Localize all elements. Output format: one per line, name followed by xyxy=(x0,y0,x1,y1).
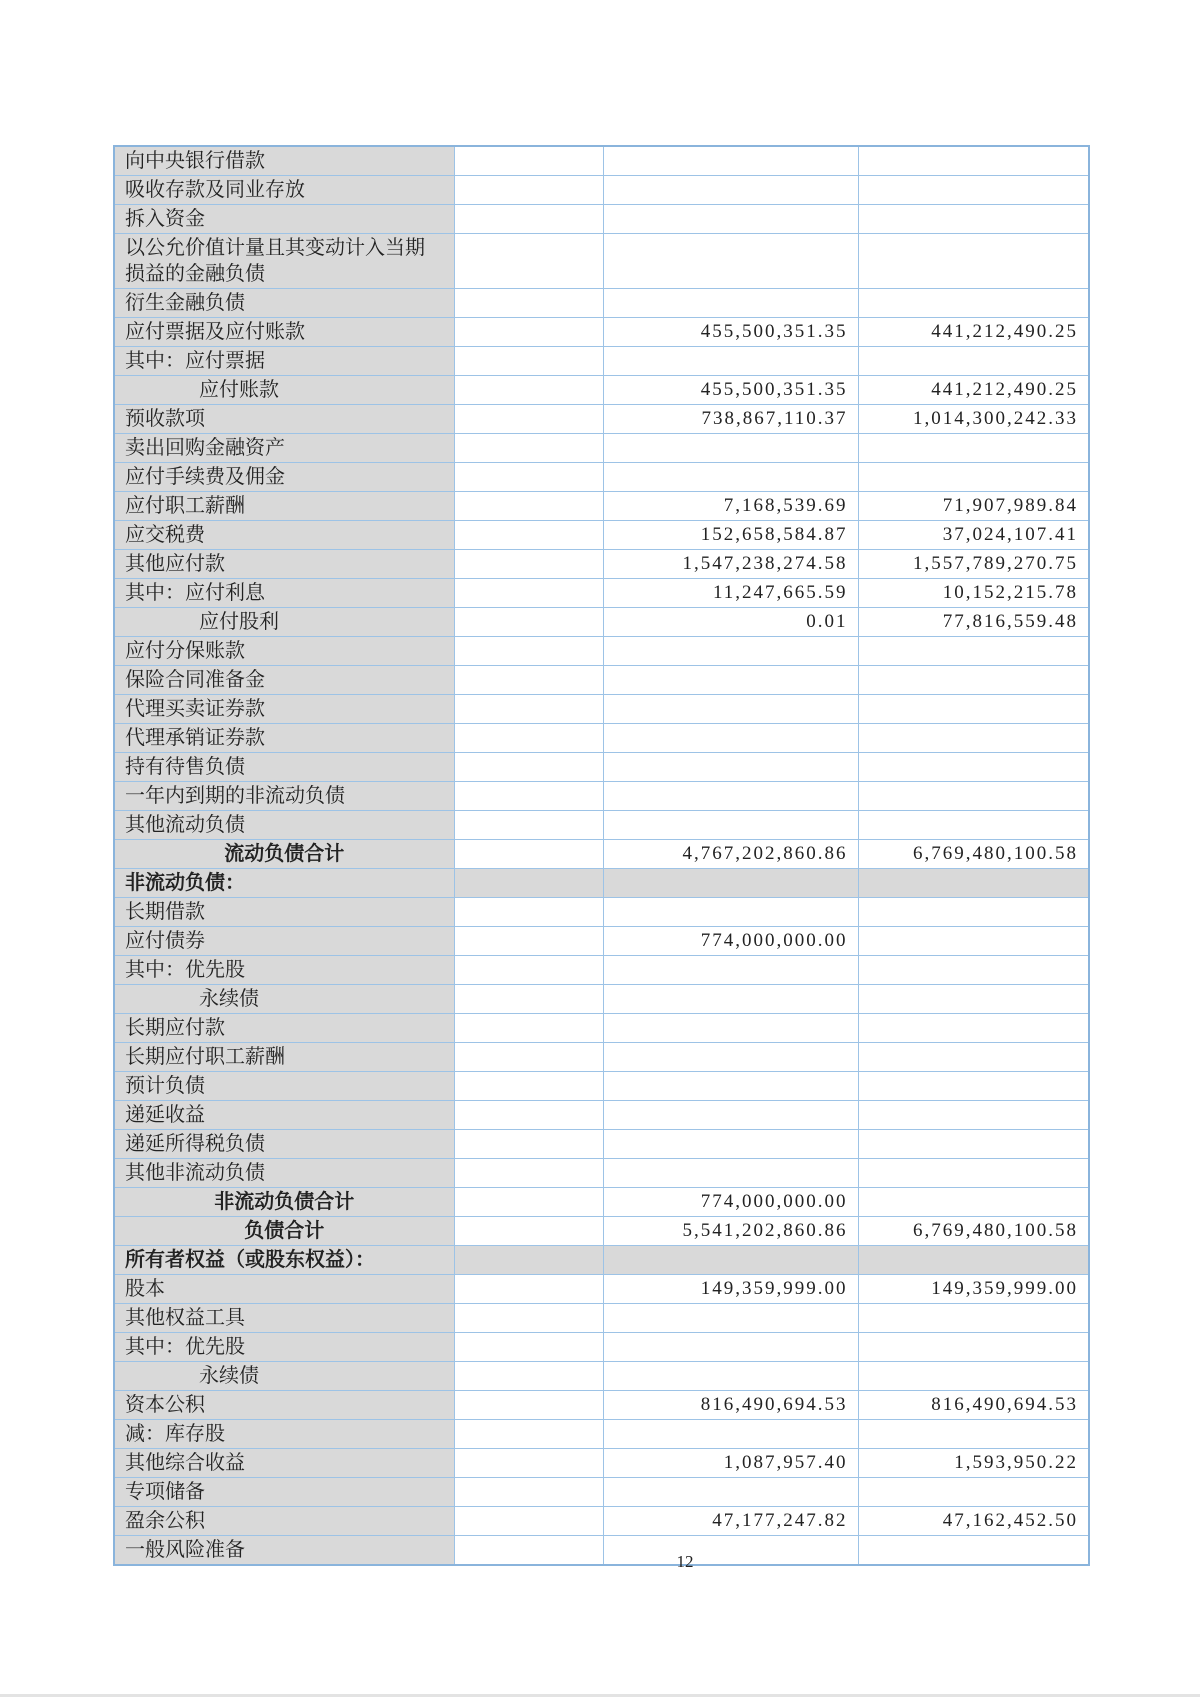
prior-value-cell: 1,014,300,242.33 xyxy=(858,405,1089,434)
table-row xyxy=(114,753,1089,782)
prior-value-cell xyxy=(858,1014,1089,1043)
row-label-cell: 长期借款 xyxy=(114,898,454,927)
note-cell xyxy=(454,1246,603,1275)
prior-value-cell xyxy=(858,176,1089,205)
table-row xyxy=(114,782,1089,811)
table-row xyxy=(114,1449,1089,1478)
prior-value-cell xyxy=(858,434,1089,463)
note-cell xyxy=(454,1536,603,1566)
current-value-cell xyxy=(603,1014,858,1043)
current-value-cell: 4,767,202,860.86 xyxy=(603,840,858,869)
current-value-cell: 47,177,247.82 xyxy=(603,1507,858,1536)
note-cell xyxy=(454,1362,603,1391)
prior-value-cell: 77,816,559.48 xyxy=(858,608,1089,637)
note-cell xyxy=(454,176,603,205)
table-row xyxy=(114,666,1089,695)
note-cell xyxy=(454,521,603,550)
prior-value-cell: 71,907,989.84 xyxy=(858,492,1089,521)
note-cell xyxy=(454,1159,603,1188)
row-label-cell: 卖出回购金融资产 xyxy=(114,434,454,463)
table-row xyxy=(114,550,1089,579)
row-label-cell: 其中：应付票据 xyxy=(114,347,454,376)
note-cell xyxy=(454,146,603,176)
current-value-cell xyxy=(603,1420,858,1449)
note-cell xyxy=(454,463,603,492)
prior-value-cell xyxy=(858,1043,1089,1072)
table-row xyxy=(114,927,1089,956)
note-cell xyxy=(454,1014,603,1043)
current-value-cell: 816,490,694.53 xyxy=(603,1391,858,1420)
note-cell xyxy=(454,234,603,289)
table-row xyxy=(114,176,1089,205)
prior-value-cell xyxy=(858,927,1089,956)
current-value-cell: 11,247,665.59 xyxy=(603,579,858,608)
table-row xyxy=(114,234,1089,289)
note-cell xyxy=(454,753,603,782)
note-cell xyxy=(454,782,603,811)
current-value-cell: 455,500,351.35 xyxy=(603,318,858,347)
prior-value-cell xyxy=(858,1159,1089,1188)
current-value-cell xyxy=(603,1130,858,1159)
table-row xyxy=(114,1014,1089,1043)
table-row xyxy=(114,1420,1089,1449)
prior-value-cell xyxy=(858,985,1089,1014)
current-value-cell: 738,867,110.37 xyxy=(603,405,858,434)
current-value-cell: 0.01 xyxy=(603,608,858,637)
table-row xyxy=(114,1159,1089,1188)
row-label-cell: 非流动负债： xyxy=(114,869,454,898)
row-label-cell: 递延所得税负债 xyxy=(114,1130,454,1159)
prior-value-cell xyxy=(858,956,1089,985)
table-row xyxy=(114,579,1089,608)
prior-value-cell xyxy=(858,347,1089,376)
table-row xyxy=(114,376,1089,405)
note-cell xyxy=(454,840,603,869)
row-label-cell: 其他应付款 xyxy=(114,550,454,579)
note-cell xyxy=(454,405,603,434)
table-row xyxy=(114,985,1089,1014)
row-label-cell: 股本 xyxy=(114,1275,454,1304)
prior-value-cell xyxy=(858,1420,1089,1449)
note-cell xyxy=(454,1275,603,1304)
table-row xyxy=(114,1507,1089,1536)
row-label-cell: 应付债券 xyxy=(114,927,454,956)
note-cell xyxy=(454,1333,603,1362)
prior-value-cell: 6,769,480,100.58 xyxy=(858,1217,1089,1246)
row-label-cell: 应付账款 xyxy=(114,376,454,405)
table-row xyxy=(114,1188,1089,1217)
row-label-cell: 其中：优先股 xyxy=(114,1333,454,1362)
current-value-cell: 774,000,000.00 xyxy=(603,927,858,956)
current-value-cell xyxy=(603,1072,858,1101)
current-value-cell: 5,541,202,860.86 xyxy=(603,1217,858,1246)
table-row xyxy=(114,1130,1089,1159)
row-label-cell: 代理承销证券款 xyxy=(114,724,454,753)
table-row xyxy=(114,840,1089,869)
row-label-cell: 其他权益工具 xyxy=(114,1304,454,1333)
note-cell xyxy=(454,811,603,840)
prior-value-cell xyxy=(858,869,1089,898)
note-cell xyxy=(454,205,603,234)
note-cell xyxy=(454,608,603,637)
note-cell xyxy=(454,1507,603,1536)
prior-value-cell xyxy=(858,637,1089,666)
table-row xyxy=(114,724,1089,753)
row-label-cell: 递延收益 xyxy=(114,1101,454,1130)
note-cell xyxy=(454,695,603,724)
prior-value-cell xyxy=(858,1333,1089,1362)
prior-value-cell xyxy=(858,1072,1089,1101)
prior-value-cell xyxy=(858,234,1089,289)
row-label-cell: 非流动负债合计 xyxy=(114,1188,454,1217)
table-row xyxy=(114,347,1089,376)
current-value-cell xyxy=(603,869,858,898)
note-cell xyxy=(454,1072,603,1101)
note-cell xyxy=(454,347,603,376)
current-value-cell xyxy=(603,347,858,376)
current-value-cell xyxy=(603,1101,858,1130)
row-label-cell: 其中：应付利息 xyxy=(114,579,454,608)
table-row xyxy=(114,1072,1089,1101)
row-label-cell: 吸收存款及同业存放 xyxy=(114,176,454,205)
balance-sheet-body xyxy=(114,146,1089,1565)
prior-value-cell: 441,212,490.25 xyxy=(858,318,1089,347)
note-cell xyxy=(454,492,603,521)
note-cell xyxy=(454,579,603,608)
prior-value-cell xyxy=(858,1536,1089,1566)
note-cell xyxy=(454,1478,603,1507)
row-label-cell: 盈余公积 xyxy=(114,1507,454,1536)
table-row xyxy=(114,434,1089,463)
current-value-cell xyxy=(603,695,858,724)
current-value-cell xyxy=(603,1043,858,1072)
current-value-cell: 1,087,957.40 xyxy=(603,1449,858,1478)
table-row xyxy=(114,956,1089,985)
note-cell xyxy=(454,1188,603,1217)
prior-value-cell xyxy=(858,146,1089,176)
prior-value-cell xyxy=(858,1478,1089,1507)
note-cell xyxy=(454,985,603,1014)
note-cell xyxy=(454,318,603,347)
note-cell xyxy=(454,1130,603,1159)
balance-sheet-table xyxy=(113,145,1090,1566)
row-label-cell: 长期应付款 xyxy=(114,1014,454,1043)
row-label-cell: 其他流动负债 xyxy=(114,811,454,840)
prior-value-cell xyxy=(858,1130,1089,1159)
prior-value-cell xyxy=(858,724,1089,753)
row-label-cell: 永续债 xyxy=(114,1362,454,1391)
table-row xyxy=(114,1275,1089,1304)
row-label-cell: 其中：优先股 xyxy=(114,956,454,985)
prior-value-cell xyxy=(858,289,1089,318)
current-value-cell xyxy=(603,289,858,318)
prior-value-cell xyxy=(858,782,1089,811)
table-row xyxy=(114,1362,1089,1391)
prior-value-cell xyxy=(858,1362,1089,1391)
table-row xyxy=(114,492,1089,521)
current-value-cell xyxy=(603,811,858,840)
prior-value-cell: 1,593,950.22 xyxy=(858,1449,1089,1478)
current-value-cell xyxy=(603,1304,858,1333)
table-row xyxy=(114,1478,1089,1507)
table-row xyxy=(114,1246,1089,1275)
table-row xyxy=(114,289,1089,318)
prior-value-cell xyxy=(858,1304,1089,1333)
current-value-cell xyxy=(603,1478,858,1507)
current-value-cell xyxy=(603,205,858,234)
row-label-cell: 保险合同准备金 xyxy=(114,666,454,695)
table-row xyxy=(114,405,1089,434)
prior-value-cell xyxy=(858,811,1089,840)
table-row xyxy=(114,1391,1089,1420)
note-cell xyxy=(454,1101,603,1130)
current-value-cell xyxy=(603,146,858,176)
table-row xyxy=(114,695,1089,724)
table-row xyxy=(114,463,1089,492)
row-label-cell: 专项储备 xyxy=(114,1478,454,1507)
table-row xyxy=(114,1101,1089,1130)
row-label-cell: 一般风险准备 xyxy=(114,1536,454,1566)
note-cell xyxy=(454,1217,603,1246)
row-label-cell: 永续债 xyxy=(114,985,454,1014)
prior-value-cell xyxy=(858,898,1089,927)
table-row xyxy=(114,898,1089,927)
note-cell xyxy=(454,1304,603,1333)
prior-value-cell: 37,024,107.41 xyxy=(858,521,1089,550)
prior-value-cell xyxy=(858,666,1089,695)
row-label-cell: 应付职工薪酬 xyxy=(114,492,454,521)
row-label-cell: 持有待售负债 xyxy=(114,753,454,782)
row-label-cell: 以公允价值计量且其变动计入当期损益的金融负债 xyxy=(114,234,454,289)
table-row xyxy=(114,1536,1089,1566)
row-label-cell: 资本公积 xyxy=(114,1391,454,1420)
row-label-cell: 流动负债合计 xyxy=(114,840,454,869)
current-value-cell xyxy=(603,176,858,205)
table-row xyxy=(114,608,1089,637)
note-cell xyxy=(454,724,603,753)
current-value-cell xyxy=(603,1246,858,1275)
note-cell xyxy=(454,550,603,579)
current-value-cell xyxy=(603,724,858,753)
prior-value-cell xyxy=(858,1101,1089,1130)
row-label-cell: 其他非流动负债 xyxy=(114,1159,454,1188)
prior-value-cell: 149,359,999.00 xyxy=(858,1275,1089,1304)
row-label-cell: 长期应付职工薪酬 xyxy=(114,1043,454,1072)
note-cell xyxy=(454,376,603,405)
current-value-cell xyxy=(603,898,858,927)
table-row xyxy=(114,869,1089,898)
note-cell xyxy=(454,637,603,666)
row-label-cell: 衍生金融负债 xyxy=(114,289,454,318)
prior-value-cell xyxy=(858,1188,1089,1217)
row-label-cell: 向中央银行借款 xyxy=(114,146,454,176)
prior-value-cell xyxy=(858,1246,1089,1275)
current-value-cell: 152,658,584.87 xyxy=(603,521,858,550)
row-label-cell: 应交税费 xyxy=(114,521,454,550)
note-cell xyxy=(454,1449,603,1478)
row-label-cell: 预计负债 xyxy=(114,1072,454,1101)
prior-value-cell: 441,212,490.25 xyxy=(858,376,1089,405)
row-label-cell: 其他综合收益 xyxy=(114,1449,454,1478)
page-number: 12 xyxy=(676,1552,694,1571)
prior-value-cell: 47,162,452.50 xyxy=(858,1507,1089,1536)
row-label-cell: 应付手续费及佣金 xyxy=(114,463,454,492)
current-value-cell xyxy=(603,782,858,811)
current-value-cell xyxy=(603,666,858,695)
table-row xyxy=(114,146,1089,176)
current-value-cell: 149,359,999.00 xyxy=(603,1275,858,1304)
note-cell xyxy=(454,666,603,695)
row-label-cell: 拆入资金 xyxy=(114,205,454,234)
current-value-cell xyxy=(603,956,858,985)
table-row xyxy=(114,318,1089,347)
row-label-cell: 减：库存股 xyxy=(114,1420,454,1449)
table-row xyxy=(114,1304,1089,1333)
row-label-cell: 应付分保账款 xyxy=(114,637,454,666)
note-cell xyxy=(454,1420,603,1449)
note-cell xyxy=(454,869,603,898)
prior-value-cell xyxy=(858,753,1089,782)
row-label-cell: 预收款项 xyxy=(114,405,454,434)
note-cell xyxy=(454,1391,603,1420)
prior-value-cell: 1,557,789,270.75 xyxy=(858,550,1089,579)
row-label-cell: 代理买卖证券款 xyxy=(114,695,454,724)
note-cell xyxy=(454,1043,603,1072)
current-value-cell xyxy=(603,985,858,1014)
prior-value-cell xyxy=(858,695,1089,724)
current-value-cell xyxy=(603,1362,858,1391)
table-row xyxy=(114,1217,1089,1246)
current-value-cell xyxy=(603,1536,858,1566)
note-cell xyxy=(454,434,603,463)
prior-value-cell: 6,769,480,100.58 xyxy=(858,840,1089,869)
note-cell xyxy=(454,927,603,956)
prior-value-cell: 10,152,215.78 xyxy=(858,579,1089,608)
current-value-cell: 774,000,000.00 xyxy=(603,1188,858,1217)
current-value-cell: 1,547,238,274.58 xyxy=(603,550,858,579)
current-value-cell xyxy=(603,234,858,289)
table-row xyxy=(114,1043,1089,1072)
current-value-cell xyxy=(603,1159,858,1188)
row-label-cell: 应付股利 xyxy=(114,608,454,637)
note-cell xyxy=(454,956,603,985)
table-row xyxy=(114,205,1089,234)
current-value-cell xyxy=(603,753,858,782)
table-row xyxy=(114,521,1089,550)
current-value-cell: 7,168,539.69 xyxy=(603,492,858,521)
current-value-cell xyxy=(603,463,858,492)
row-label-cell: 负债合计 xyxy=(114,1217,454,1246)
row-label-cell: 应付票据及应付账款 xyxy=(114,318,454,347)
table-row xyxy=(114,811,1089,840)
note-cell xyxy=(454,289,603,318)
row-label-cell: 一年内到期的非流动负债 xyxy=(114,782,454,811)
prior-value-cell xyxy=(858,205,1089,234)
prior-value-cell: 816,490,694.53 xyxy=(858,1391,1089,1420)
note-cell xyxy=(454,898,603,927)
current-value-cell xyxy=(603,637,858,666)
table-row xyxy=(114,637,1089,666)
current-value-cell: 455,500,351.35 xyxy=(603,376,858,405)
row-label-cell: 所有者权益（或股东权益）： xyxy=(114,1246,454,1275)
current-value-cell xyxy=(603,1333,858,1362)
current-value-cell xyxy=(603,434,858,463)
table-row xyxy=(114,1333,1089,1362)
prior-value-cell xyxy=(858,463,1089,492)
